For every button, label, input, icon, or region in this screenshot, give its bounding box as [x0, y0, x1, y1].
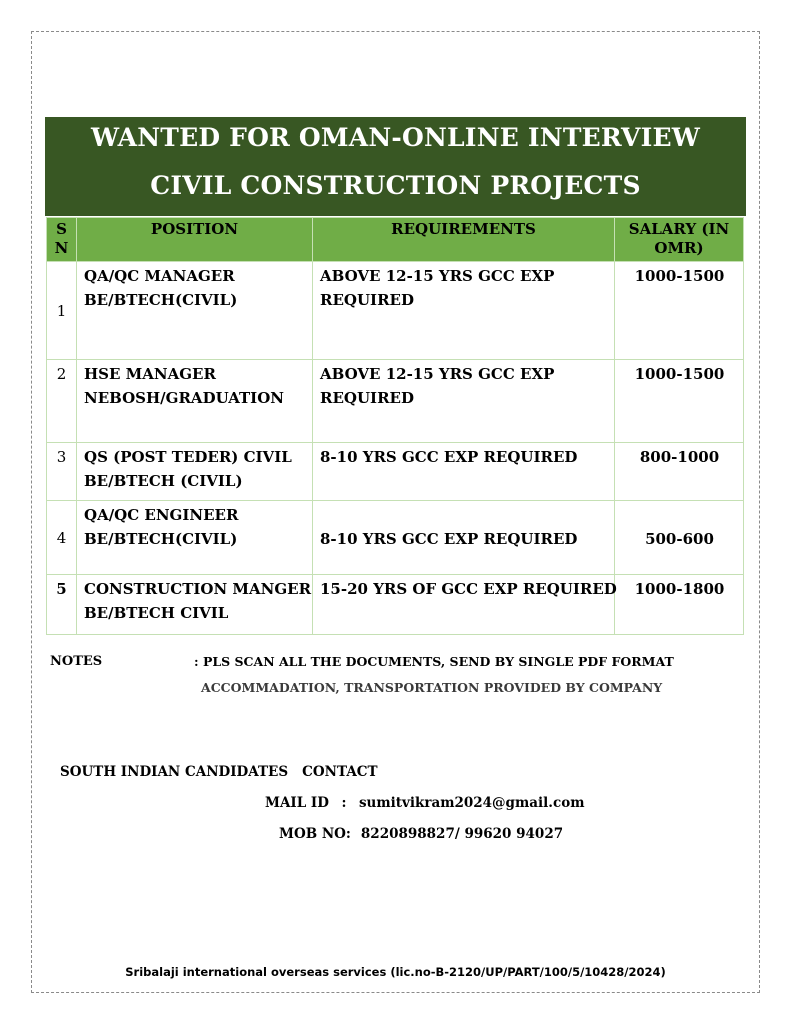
- mob-row: [279, 826, 563, 842]
- notes-text: : PLS SCAN ALL THE DOCUMENTS, SEND BY SINGLE PDF FORMAT: [194, 654, 674, 669]
- mob-value[interactable]: 8220898827/ 99620 94027: [360, 826, 564, 842]
- row-requirements: 8-10 YRS GCC EXP REQUIRED: [313, 501, 615, 575]
- row-sn: 3: [47, 443, 77, 501]
- row-requirements: 15-20 YRS OF GCC EXP REQUIRED: [313, 575, 615, 635]
- row-sn: 5: [47, 575, 77, 635]
- row-position: QA/QC ENGINEER BE/BTECH(CIVIL): [77, 501, 313, 575]
- footer-text: Sribalaji international overseas services (lic.no-B-2120/UP/PART/100/5/10428/2024): [125, 965, 666, 979]
- row-position: QS (POST TEDER) CIVIL BE/BTECH (CIVIL): [77, 443, 313, 501]
- row-sn: 1: [47, 262, 77, 360]
- mail-row: [265, 795, 585, 811]
- mail-label: MAIL ID: [265, 795, 329, 811]
- table-row: [47, 443, 744, 501]
- header-requirements: REQUIREMENTS: [313, 218, 615, 262]
- table-header-row: [47, 218, 744, 262]
- header-salary: SALARY (IN OMR): [615, 218, 744, 262]
- notes-text-2: ACCOMMADATION, TRANSPORTATION PROVIDED BY COMPANY: [201, 680, 663, 695]
- row-salary: 1000-1500: [615, 360, 744, 443]
- header-sn: S N: [47, 218, 77, 262]
- row-requirements: 8-10 YRS GCC EXP REQUIRED: [313, 443, 615, 501]
- row-sn: 2: [47, 360, 77, 443]
- row-position: HSE MANAGER NEBOSH/GRADUATION: [77, 360, 313, 443]
- row-sn: 4: [47, 501, 77, 575]
- row-position: QA/QC MANAGER BE/BTECH(CIVIL): [77, 262, 313, 360]
- table-row: [47, 360, 744, 443]
- jobs-table: [46, 217, 744, 635]
- row-salary: 1000-1500: [615, 262, 744, 360]
- row-salary: 500-600: [615, 501, 744, 575]
- row-position: CONSTRUCTION MANGER BE/BTECH CIVIL: [77, 575, 313, 635]
- mob-label: MOB NO:: [279, 826, 351, 842]
- row-salary: 1000-1800: [615, 575, 744, 635]
- row-salary: 800-1000: [615, 443, 744, 501]
- table-row: [47, 501, 744, 575]
- contact-heading: SOUTH INDIAN CANDIDATES CONTACT: [60, 764, 378, 780]
- header-position: POSITION: [77, 218, 313, 262]
- table-row: [47, 575, 744, 635]
- banner-title: WANTED FOR OMAN-ONLINE INTERVIEW: [90, 123, 701, 152]
- banner-subtitle: CIVIL CONSTRUCTION PROJECTS: [150, 171, 641, 200]
- row-requirements: ABOVE 12-15 YRS GCC EXP REQUIRED: [313, 262, 615, 360]
- notes-label: NOTES: [50, 654, 103, 669]
- title-banner: [45, 117, 746, 216]
- mail-separator: :: [341, 795, 347, 811]
- table-row: [47, 262, 744, 360]
- row-requirements: ABOVE 12-15 YRS GCC EXP REQUIRED: [313, 360, 615, 443]
- mail-value[interactable]: sumitvikram2024@gmail.com: [358, 795, 585, 811]
